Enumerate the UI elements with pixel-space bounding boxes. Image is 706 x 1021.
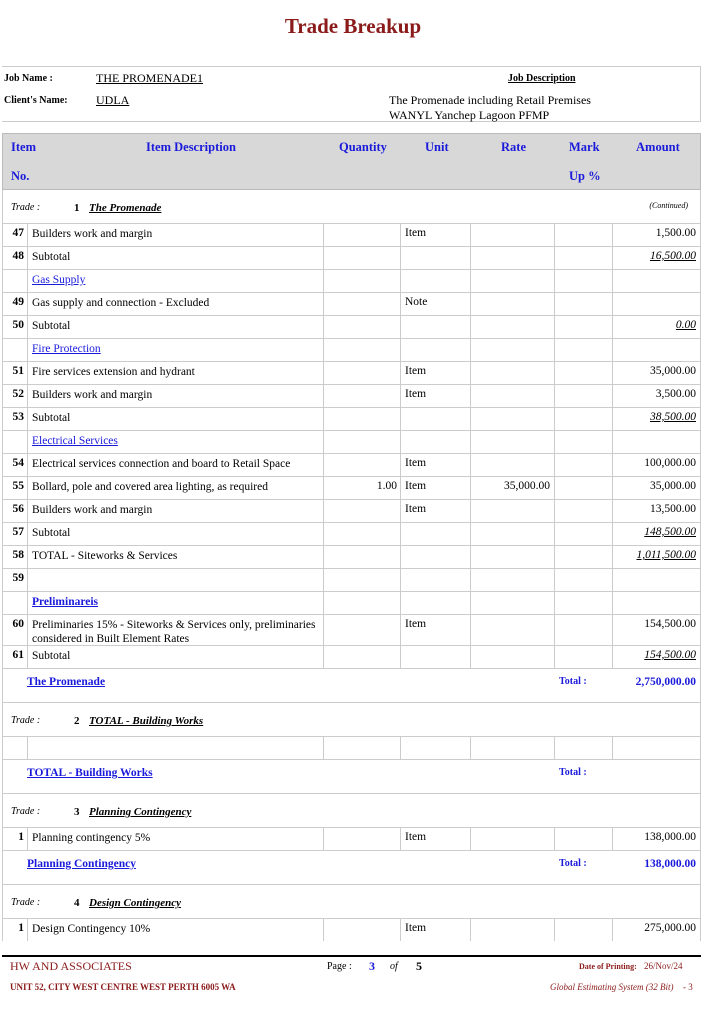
col-mark: Mark xyxy=(569,140,600,154)
table-row xyxy=(2,315,701,338)
section-heading-link[interactable]: Preliminareis xyxy=(32,596,99,608)
item-description: TOTAL - Siteworks & Services xyxy=(32,550,178,562)
item-unit: Item xyxy=(405,480,427,492)
item-rate: 35,000.00 xyxy=(504,480,550,492)
item-amount: 35,000.00 xyxy=(650,365,696,377)
of-label: of xyxy=(390,961,398,972)
table-row xyxy=(2,736,701,759)
trade-total-label: Total : xyxy=(559,767,587,778)
col-item: Item xyxy=(11,140,36,154)
table-header xyxy=(2,133,701,190)
trade-total-label: Total : xyxy=(559,676,587,687)
date-label: Date of Printing: xyxy=(579,962,637,971)
col-quantity: Quantity xyxy=(339,140,387,154)
item-unit: Item xyxy=(405,365,427,377)
item-unit: Item xyxy=(405,831,427,843)
table-row xyxy=(2,591,701,614)
trade-total-name[interactable]: Planning Contingency xyxy=(27,858,136,870)
item-description: Subtotal xyxy=(32,320,71,332)
item-amount: 154,500.00 xyxy=(644,618,696,630)
item-amount: 138,000.00 xyxy=(644,831,696,843)
col-amount: Amount xyxy=(636,140,680,154)
item-unit: Item xyxy=(405,457,427,469)
table-row xyxy=(2,568,701,591)
table-row xyxy=(2,407,701,430)
item-no: 58 xyxy=(12,549,24,561)
footer-company: HW AND ASSOCIATES xyxy=(10,959,132,973)
subtotal-amount: 154,500.00 xyxy=(644,649,696,661)
page-label: Page : xyxy=(327,961,352,972)
table-row xyxy=(2,614,701,645)
item-unit: Item xyxy=(405,388,427,400)
table-row xyxy=(2,384,701,407)
item-no: 1 xyxy=(18,922,24,934)
item-no: 1 xyxy=(18,831,24,843)
page-suffix: - 3 xyxy=(683,982,693,992)
subtotal-amount: 38,500.00 xyxy=(650,411,696,423)
item-no: 55 xyxy=(12,480,24,492)
trade-label: Trade : xyxy=(11,806,41,817)
item-no: 56 xyxy=(12,503,24,515)
trade-total-row xyxy=(2,759,701,794)
item-description: Fire services extension and hydrant xyxy=(32,366,195,378)
item-description: Design Contingency 10% xyxy=(32,923,151,935)
job-description-line1: The Promenade including Retail Premises xyxy=(389,93,591,107)
trade-total-name[interactable]: TOTAL - Building Works xyxy=(27,767,153,779)
item-amount: 1,500.00 xyxy=(655,227,696,239)
trade-header xyxy=(2,885,701,918)
item-description: Bollard, pole and covered area lighting, as required xyxy=(32,481,268,493)
col-description: Item Description xyxy=(146,140,236,154)
trade-header xyxy=(2,190,701,223)
footer-divider xyxy=(2,955,701,957)
item-unit: Item xyxy=(405,922,427,934)
col-unit: Unit xyxy=(425,140,449,154)
trade-total-value: 2,750,000.00 xyxy=(635,676,696,688)
item-no: 51 xyxy=(12,365,24,377)
item-no: 53 xyxy=(12,411,24,423)
continued-note: (Continued) xyxy=(649,201,688,210)
system-name: Global Estimating System (32 Bit) xyxy=(550,982,674,992)
item-description: Subtotal xyxy=(32,527,71,539)
table-row xyxy=(2,476,701,499)
item-no: 48 xyxy=(12,250,24,262)
item-description: Electrical services connection and board to Retail Space xyxy=(32,458,291,470)
subtotal-amount: 1,011,500.00 xyxy=(636,549,696,561)
trade-label: Trade : xyxy=(11,897,41,908)
trade-number: 2 xyxy=(74,715,80,727)
trade-name: Design Contingency xyxy=(89,897,181,909)
item-no: 47 xyxy=(12,227,24,239)
trade-number: 1 xyxy=(74,202,80,214)
item-description: Subtotal xyxy=(32,412,71,424)
col-up: Up % xyxy=(569,169,601,183)
col-no: No. xyxy=(11,169,30,183)
trade-label: Trade : xyxy=(11,202,41,213)
item-quantity: 1.00 xyxy=(376,480,397,492)
table-row xyxy=(2,292,701,315)
trade-label: Trade : xyxy=(11,715,41,726)
item-no: 52 xyxy=(12,388,24,400)
col-rate: Rate xyxy=(501,140,526,154)
table-row xyxy=(2,430,701,453)
item-amount: 35,000.00 xyxy=(650,480,696,492)
trade-total-value: 138,000.00 xyxy=(644,858,696,870)
trade-total-label: Total : xyxy=(559,858,587,869)
table-row xyxy=(2,361,701,384)
item-description: Builders work and margin xyxy=(32,389,153,401)
job-name-label: Job Name : xyxy=(4,73,53,84)
item-no: 57 xyxy=(12,526,24,538)
trade-name: TOTAL - Building Works xyxy=(89,715,204,727)
client-name: UDLA xyxy=(96,93,130,107)
table-row xyxy=(2,453,701,476)
item-unit: Item xyxy=(405,227,427,239)
subtotal-amount: 0.00 xyxy=(675,319,696,331)
item-unit: Note xyxy=(405,296,428,308)
subtotal-amount: 148,500.00 xyxy=(644,526,696,538)
trade-name: Planning Contingency xyxy=(89,806,192,818)
trade-total-row xyxy=(2,668,701,703)
table-row xyxy=(2,499,701,522)
page-number: 3 xyxy=(369,959,375,973)
page-count: 5 xyxy=(416,959,422,973)
trade-number: 4 xyxy=(74,897,80,909)
page-title: Trade Breakup xyxy=(284,14,422,38)
trade-total-name[interactable]: The Promenade xyxy=(27,676,106,688)
section-heading-link[interactable]: Electrical Services xyxy=(32,435,118,447)
table-row xyxy=(2,827,701,850)
job-description-line2: WANYL Yanchep Lagoon PFMP xyxy=(389,108,550,122)
subtotal-amount: 16,500.00 xyxy=(650,250,696,262)
trade-name: The Promenade xyxy=(89,202,162,214)
trade-number: 3 xyxy=(74,806,80,818)
table-row xyxy=(2,338,701,361)
item-description: Preliminaries 15% - Siteworks & Services only, preliminaries considered in Built Element Rates xyxy=(32,619,316,645)
table-row xyxy=(2,223,701,246)
item-description: Planning contingency 5% xyxy=(32,832,151,844)
client-label: Client's Name: xyxy=(4,95,68,106)
table-row xyxy=(2,246,701,269)
item-description: Builders work and margin xyxy=(32,228,153,240)
print-date: 26/Nov/24 xyxy=(644,961,683,971)
item-no: 49 xyxy=(12,296,24,308)
trade-table xyxy=(2,190,701,941)
table-row xyxy=(2,645,701,668)
item-description: Subtotal xyxy=(32,251,71,263)
item-unit: Item xyxy=(405,618,427,630)
item-unit: Item xyxy=(405,503,427,515)
item-no: 61 xyxy=(12,649,24,661)
job-name: THE PROMENADE1 xyxy=(96,71,203,85)
item-amount: 100,000.00 xyxy=(644,457,696,469)
item-description: Builders work and margin xyxy=(32,504,153,516)
item-amount: 3,500.00 xyxy=(655,388,696,400)
job-info xyxy=(2,66,701,122)
section-heading-link[interactable]: Gas Supply xyxy=(32,274,86,286)
job-description-label: Job Description xyxy=(508,73,576,84)
item-no: 60 xyxy=(12,618,24,630)
table-row xyxy=(2,918,701,941)
item-no: 59 xyxy=(12,572,24,584)
item-amount: 13,500.00 xyxy=(650,503,696,515)
trade-header xyxy=(2,794,701,827)
item-description: Gas supply and connection - Excluded xyxy=(32,297,210,309)
item-no: 50 xyxy=(12,319,24,331)
section-heading-link[interactable]: Fire Protection xyxy=(32,343,101,355)
footer-address: UNIT 52, CITY WEST CENTRE WEST PERTH 6005 WA xyxy=(10,982,236,992)
item-description: Subtotal xyxy=(32,650,71,662)
item-no: 54 xyxy=(12,457,24,469)
item-amount: 275,000.00 xyxy=(644,922,696,934)
trade-header xyxy=(2,703,701,736)
table-row xyxy=(2,522,701,545)
table-row xyxy=(2,269,701,292)
trade-total-row xyxy=(2,850,701,885)
table-row xyxy=(2,545,701,568)
